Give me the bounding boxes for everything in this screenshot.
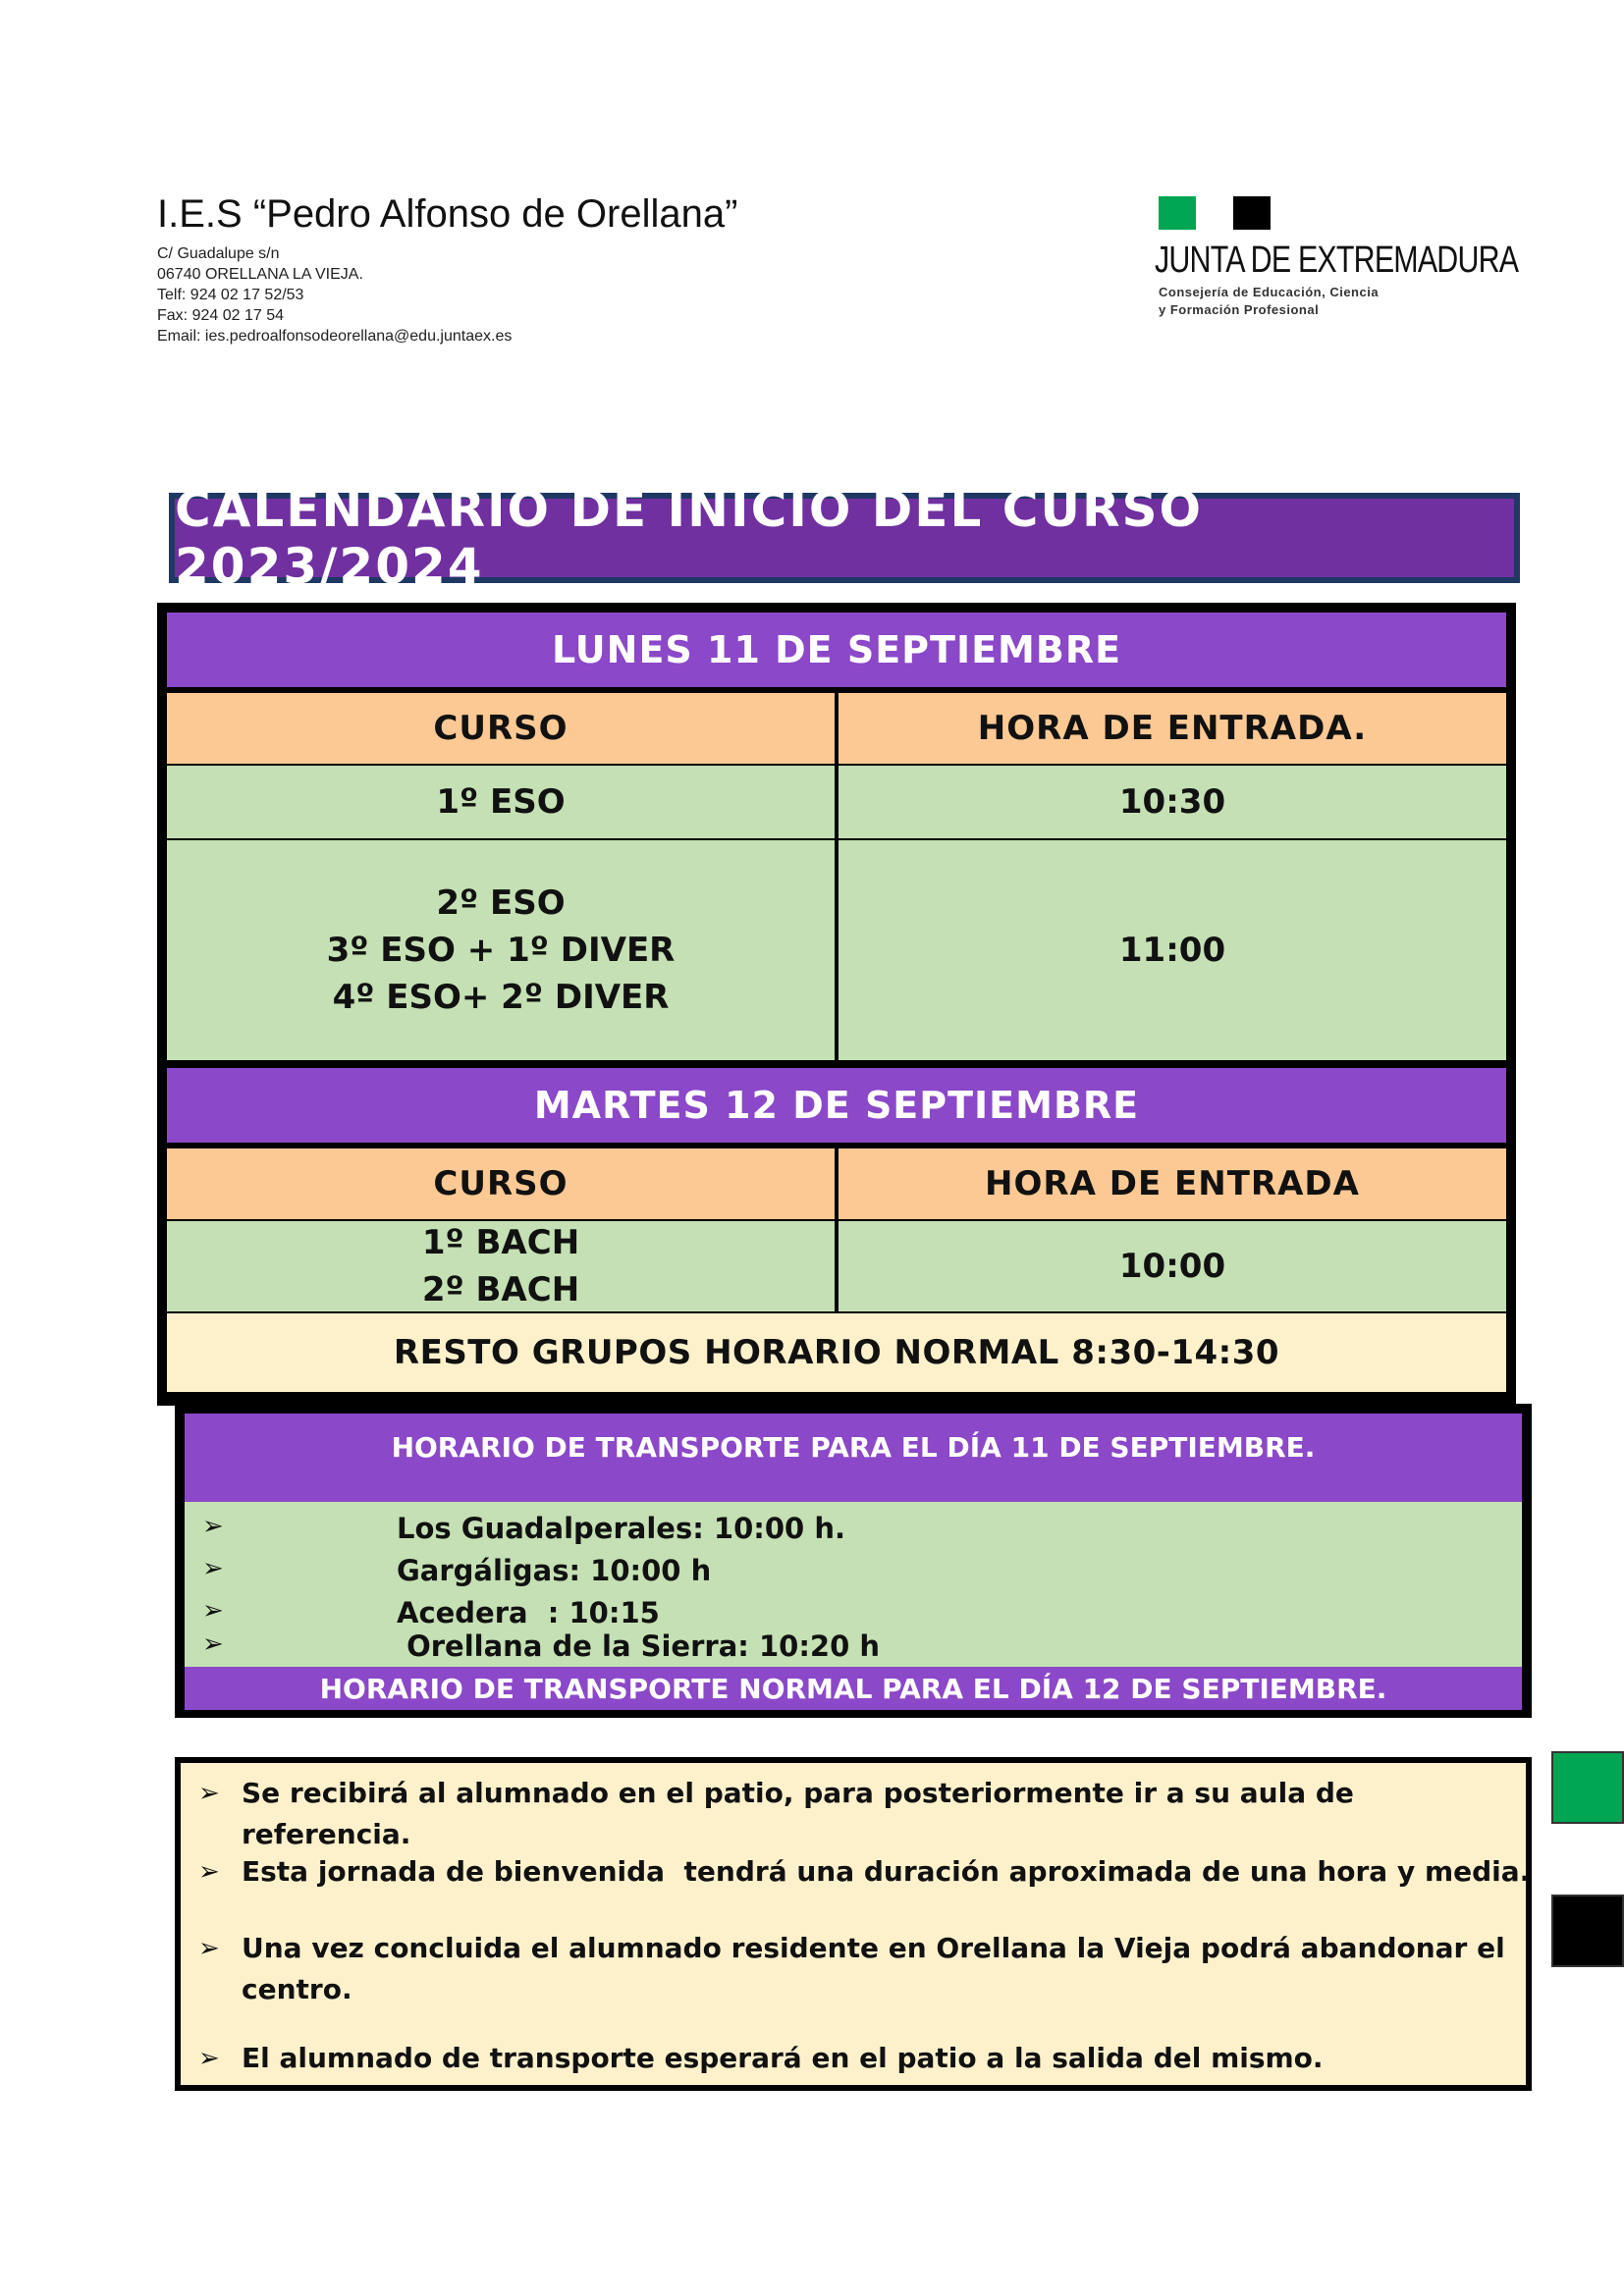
- school-name: I.E.S “Pedro Alfonso de Orellana”: [157, 192, 738, 236]
- side-green-square: [1551, 1751, 1624, 1824]
- day1-col-curso: CURSO: [167, 693, 835, 764]
- transport-item-text: Acedera : 10:15: [397, 1596, 660, 1629]
- arrow-bullet-icon: ➢: [202, 1629, 224, 1659]
- day2-title: MARTES 12 DE SEPTIEMBRE: [167, 1068, 1506, 1143]
- transport-item-text: Los Guadalperales: 10:00 h.: [397, 1512, 845, 1545]
- arrow-bullet-icon: ➢: [202, 1554, 224, 1583]
- transport-item-text: Gargáligas: 10:00 h: [397, 1554, 712, 1587]
- note-text: El alumnado de transporte esperará en el patio a la salida del mismo.: [242, 2042, 1324, 2074]
- curso-line: 1º ESO: [436, 782, 566, 822]
- address-line: Fax: 924 02 17 54: [157, 307, 284, 324]
- transport-title: HORARIO DE TRANSPORTE PARA EL DÍA 11 DE SEPTIEMBRE.: [185, 1414, 1522, 1502]
- arrow-bullet-icon: ➢: [198, 1934, 220, 1963]
- arrow-bullet-icon: ➢: [202, 1512, 224, 1541]
- transport-footer: HORARIO DE TRANSPORTE NORMAL PARA EL DÍA 12 DE SEPTIEMBRE.: [185, 1667, 1522, 1710]
- day2-row1-hora: 10:00: [839, 1221, 1506, 1311]
- transport-item: [185, 1626, 1522, 1667]
- day1-row1-curso: [167, 766, 835, 838]
- day1-row2-hora: 11:00: [839, 840, 1506, 1060]
- address-line: C/ Guadalupe s/n: [157, 245, 280, 262]
- day2-col-curso: CURSO: [167, 1148, 835, 1219]
- junta-subtitle: y Formación Profesional: [1159, 302, 1320, 317]
- junta-name: JUNTA DE EXTREMADURA: [1155, 240, 1519, 281]
- address-line: Telf: 924 02 17 52/53: [157, 287, 304, 303]
- transport-item-text: Orellana de la Sierra: 10:20 h: [397, 1629, 881, 1663]
- arrow-bullet-icon: ➢: [198, 1857, 220, 1887]
- junta-logo-black-square: [1233, 196, 1271, 230]
- transport-item: [185, 1508, 1522, 1549]
- arrow-bullet-icon: ➢: [198, 1779, 220, 1808]
- rest-groups-note: RESTO GRUPOS HORARIO NORMAL 8:30-14:30: [167, 1313, 1506, 1392]
- day1-col-hora: HORA DE ENTRADA.: [839, 693, 1506, 764]
- curso-line: 2º ESO: [436, 883, 566, 923]
- transport-box: [175, 1404, 1532, 1718]
- day1-row2-curso: [167, 840, 835, 1060]
- junta-logo-white-square: [1196, 196, 1233, 230]
- curso-line: 3º ESO + 1º DIVER: [326, 931, 676, 970]
- address-line: 06740 ORELLANA LA VIEJA.: [157, 266, 363, 283]
- curso-line: 1º BACH: [421, 1223, 580, 1262]
- transport-list: [185, 1502, 1522, 1667]
- arrow-bullet-icon: ➢: [202, 1596, 224, 1626]
- note-text: Se recibirá al alumnado en el patio, para posteriormente ir a su aula de referencia.: [242, 1777, 1354, 1850]
- junta-logo-green-square: [1159, 196, 1196, 230]
- transport-item: [185, 1550, 1522, 1591]
- note-text: Esta jornada de bienvenida tendrá una duración aproximada de una hora y media.: [242, 1855, 1531, 1888]
- schedule-table: [157, 603, 1516, 1406]
- arrow-bullet-icon: ➢: [198, 2044, 220, 2073]
- day1-title: LUNES 11 DE SEPTIEMBRE: [167, 613, 1506, 687]
- junta-subtitle: Consejería de Educación, Ciencia: [1159, 285, 1380, 299]
- side-black-square: [1551, 1895, 1624, 1967]
- note-text: Una vez concluida el alumnado residente en Orellana la Vieja podrá abandonar el centro.: [242, 1932, 1505, 2005]
- day1-row1-hora: 10:30: [839, 766, 1506, 838]
- page-title: CALENDARIO DE INICIO DEL CURSO 2023/2024: [175, 481, 1204, 595]
- curso-line: 4º ESO+ 2º DIVER: [332, 978, 670, 1017]
- page-title-box: [169, 481, 1520, 595]
- curso-line: 2º BACH: [421, 1270, 580, 1309]
- day2-row1-curso: [167, 1221, 835, 1311]
- email-line: Email: ies.pedroalfonsodeorellana@edu.juntaex.es: [157, 328, 513, 345]
- day2-col-hora: HORA DE ENTRADA: [839, 1148, 1506, 1219]
- notes-box: [175, 1757, 1532, 2091]
